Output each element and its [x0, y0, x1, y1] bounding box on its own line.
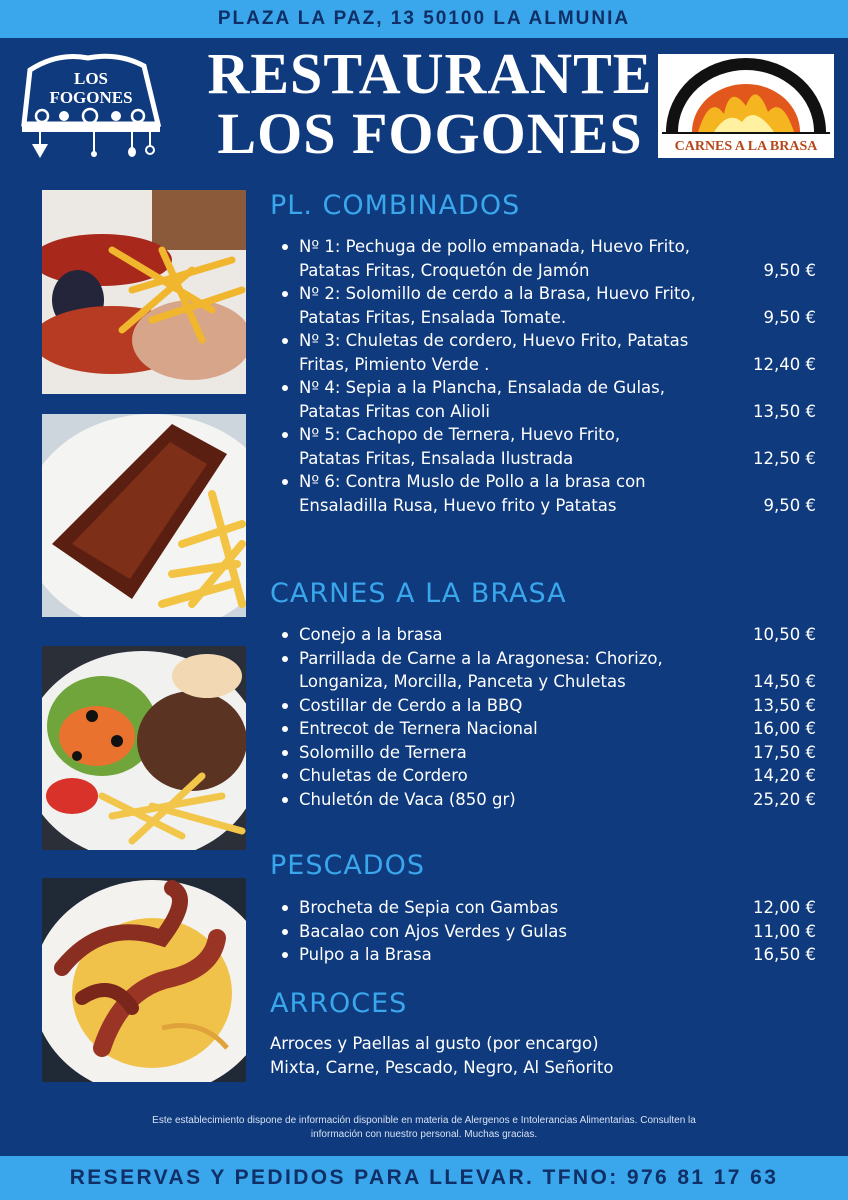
section-title-combinados: PL. COMBINADOS: [270, 190, 521, 221]
price: 12,40 €: [753, 354, 816, 374]
price: 10,50 €: [753, 625, 816, 644]
list-item: Nº 5: Cachopo de Ternera, Huevo Frito, Patatas Fritas, Ensalada Ilustrada 12,50 €: [280, 423, 820, 470]
section-title-carnes: CARNES A LA BRASA: [270, 578, 567, 609]
list-item: Costillar de Cerdo a la BBQ 13,50 €: [280, 694, 820, 718]
list-item: Chuletón de Vaca (850 gr) 25,20 €: [280, 788, 820, 812]
price: 13,50 €: [753, 695, 816, 715]
carnes-list: [280, 623, 820, 811]
list-item: Nº 1: Pechuga de pollo empanada, Huevo Frito, Patatas Fritas, Croquetón de Jamón 9,50 €: [280, 235, 820, 282]
list-item: Nº 3: Chuletas de cordero, Huevo Frito, Patatas Fritas, Pimiento Verde . 12,40 €: [280, 329, 820, 376]
price: 16,00 €: [753, 719, 816, 738]
svg-text:FOGONES: FOGONES: [49, 88, 133, 107]
price: 9,50 €: [763, 307, 816, 327]
arroces-line-2: Mixta, Carne, Pescado, Negro, Al Señorito: [270, 1058, 614, 1077]
price: 11,00 €: [753, 921, 816, 941]
arroces-line-1: Arroces y Paellas al gusto (por encargo): [270, 1034, 599, 1053]
title-line-1: RESTAURANTE: [207, 41, 653, 106]
price: 13,50 €: [753, 401, 816, 421]
grilled-octopus-potatoes-photo: [42, 878, 246, 1082]
list-item: Nº 4: Sepia a la Plancha, Ensalada de Gulas, Patatas Fritas con Alioli 13,50 €: [280, 376, 820, 423]
price: 25,20 €: [753, 789, 816, 809]
reservations-bar: [0, 1156, 848, 1200]
list-item: Nº 6: Contra Muslo de Pollo a la brasa con Ensaladilla Rusa, Huevo frito y Patatas 9,50 €: [280, 470, 820, 517]
reservations-phone: RESERVAS Y PEDIDOS PARA LLEVAR. TFNO: 976 81 17 63: [69, 1166, 779, 1189]
list-item: Bacalao con Ajos Verdes y Gulas 11,00 €: [280, 920, 820, 944]
svg-text:LOS: LOS: [73, 69, 109, 88]
price: 14,50 €: [753, 672, 816, 691]
allergen-notice: Este establecimiento dispone de información disponible en materia de Alergenos e Intolerancias Alimentarias. Consulten la información con nuestro personal. Muchas gracias.: [152, 1115, 696, 1140]
section-title-arroces: ARROCES: [270, 988, 408, 1019]
price: 17,50 €: [753, 742, 816, 762]
arroces-description: [270, 1032, 790, 1080]
bbq-ribs-fries-photo: [42, 414, 246, 617]
brick-oven-fire-icon: [658, 54, 834, 158]
list-item: Brocheta de Sepia con Gambas 12,00 €: [280, 896, 820, 920]
price: 12,50 €: [753, 448, 816, 468]
list-item: Solomillo de Ternera 17,50 €: [280, 741, 820, 765]
price: 14,20 €: [753, 766, 816, 785]
mixed-grill-plate-photo: [42, 190, 246, 394]
title-line-2: LOS FOGONES: [217, 101, 643, 166]
combinados-list: [280, 235, 820, 517]
address: PLAZA LA PAZ, 13 50100 LA ALMUNIA: [217, 8, 631, 29]
price: 16,50 €: [753, 945, 816, 964]
pescados-list: [280, 896, 820, 967]
restaurant-title: [190, 41, 670, 166]
list-item: Parrillada de Carne a la Aragonesa: Chorizo, Longaniza, Morcilla, Panceta y Chuletas 14,50 €: [280, 647, 820, 694]
section-title-pescados: PESCADOS: [270, 850, 425, 881]
price: 12,00 €: [753, 898, 816, 917]
list-item: Conejo a la brasa 10,50 €: [280, 623, 820, 647]
carnes-brasa-logo: [658, 54, 834, 163]
steak-salad-fries-photo: [42, 646, 246, 850]
los-fogones-logo: [18, 48, 164, 169]
price: 9,50 €: [763, 495, 816, 515]
list-item: Entrecot de Ternera Nacional 16,00 €: [280, 717, 820, 741]
hanging-pans-icon: [18, 48, 164, 164]
list-item: Pulpo a la Brasa 16,50 €: [280, 943, 820, 967]
address-bar: [0, 0, 848, 38]
svg-text:CARNES A LA BRASA: CARNES A LA BRASA: [674, 139, 818, 154]
list-item: Chuletas de Cordero 14,20 €: [280, 764, 820, 788]
price: 9,50 €: [763, 260, 816, 280]
list-item: Nº 2: Solomillo de cerdo a la Brasa, Huevo Frito, Patatas Fritas, Ensalada Tomate. 9,50 €: [280, 282, 820, 329]
